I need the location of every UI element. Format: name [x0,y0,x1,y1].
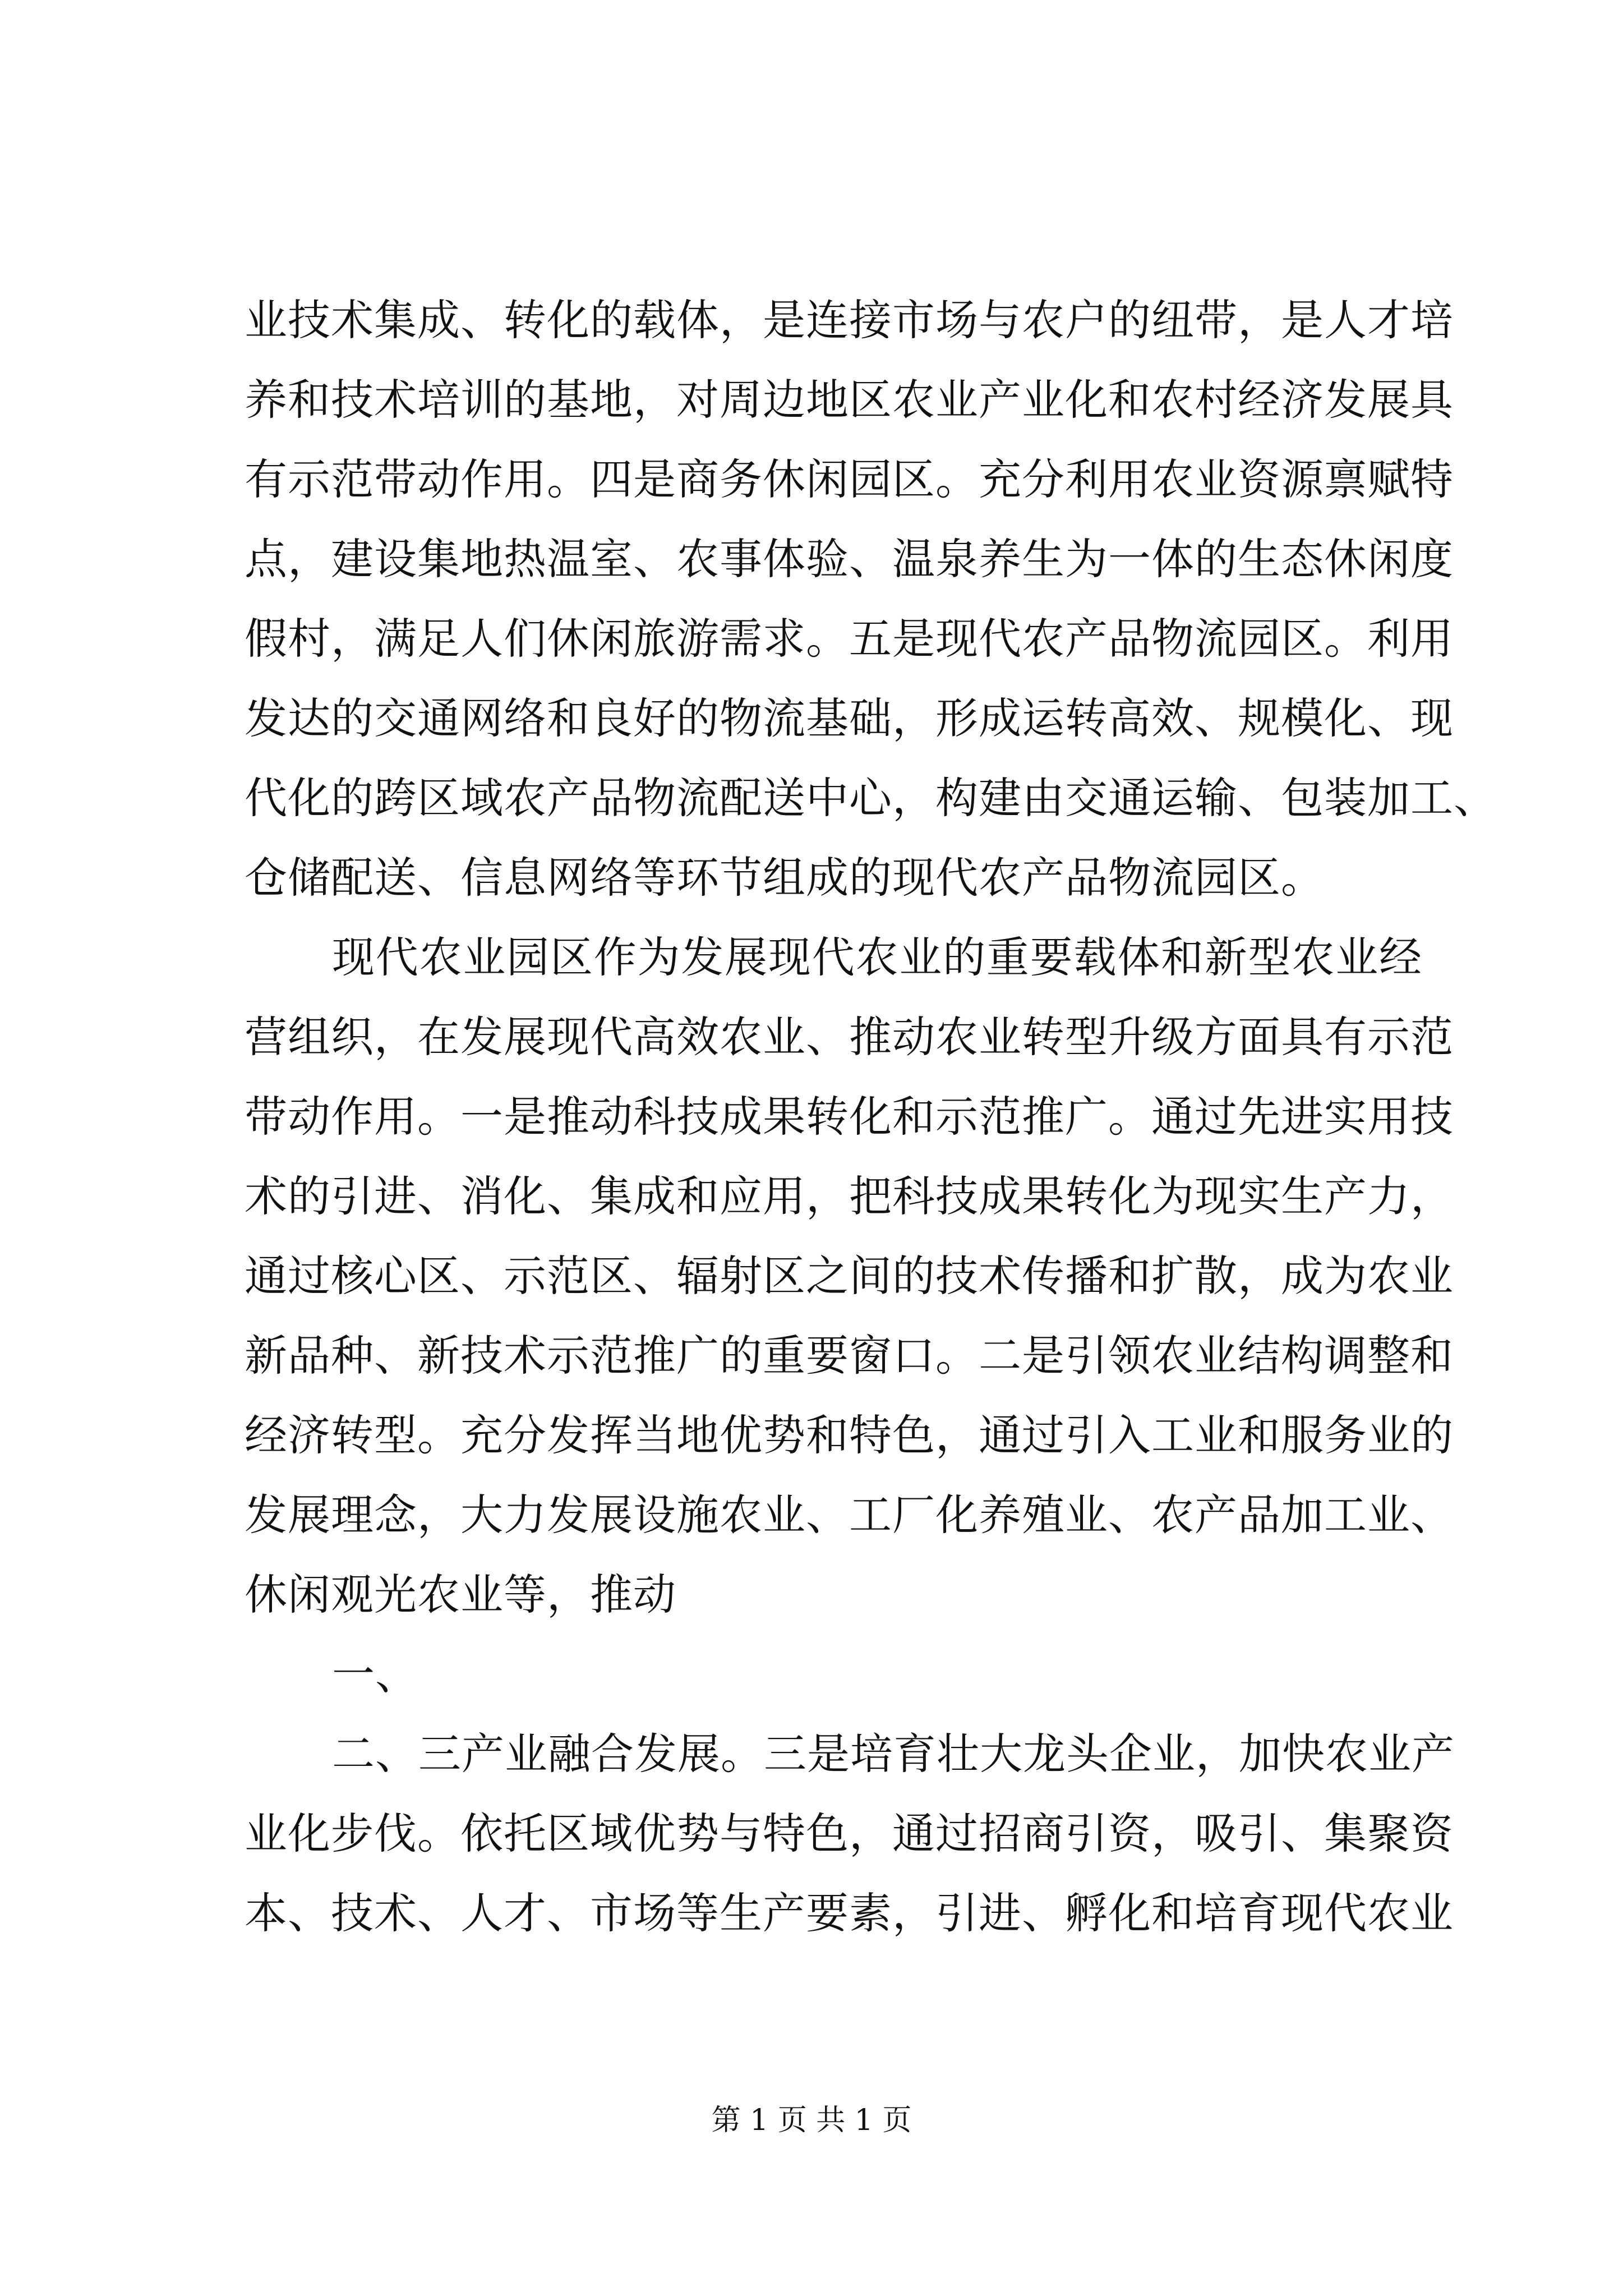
text-line: 仓储配送、信息网络等环节组成的现代农产品物流园区。 [245,853,1324,903]
text-line: 通过核心区、示范区、辐射区之间的技术传播和扩散，成为农业 [245,1251,1454,1301]
text-line: 点，建设集地热温室、农事体验、温泉养生为一体的生态休闲度 [245,534,1454,584]
paragraph-first-line: 二、三产业融合发展。三是培育壮大龙头企业，加快农业产 [332,1729,1455,1779]
text-line: 发达的交通网络和良好的物流基础，形成运转高效、规模化、现 [245,693,1454,743]
text-line: 业化步伐。依托区域优势与特色，通过招商引资，吸引、集聚资 [245,1809,1454,1858]
page-footer [0,2101,1623,2140]
text-line: 术的引进、消化、集成和应用，把科技成果转化为现实生产力， [245,1171,1454,1221]
text-line: 有示范带动作用。四是商务休闲园区。充分利用农业资源禀赋特 [245,454,1454,504]
text-line: 休闲观光农业等，推动 [245,1570,676,1619]
text-line: 代化的跨区域农产品物流配送中心，构建由交通运输、包装加工、 [245,773,1497,823]
text-line: 营组织，在发展现代高效农业、推动农业转型升级方面具有示范 [245,1012,1454,1062]
text-line: 新品种、新技术示范推广的重要窗口。二是引领农业结构调整和 [245,1331,1454,1381]
text-line: 假村，满足人们休闲旅游需求。五是现代农产品物流园区。利用 [245,614,1454,664]
text-line: 经济转型。充分发挥当地优势和特色，通过引入工业和服务业的 [245,1410,1454,1460]
text-line: 本、技术、人才、市场等生产要素，引进、孵化和培育现代农业 [245,1888,1454,1938]
text-line: 发展理念，大力发展设施农业、工厂化养殖业、农产品加工业、 [245,1490,1454,1540]
document-body [245,280,1497,1953]
paragraph-first-line: 一、 [332,1649,418,1699]
text-line: 养和技术培训的基地，对周边地区农业产业化和农村经济发展具 [245,375,1454,425]
text-line: 业技术集成、转化的载体，是连接市场与农户的纽带，是人才培 [245,295,1454,345]
paragraph-first-line: 现代农业园区作为发展现代农业的重要载体和新型农业经 [332,932,1422,982]
page-number-label: 第 1 页 共 1 页 [711,2104,912,2137]
text-line: 带动作用。一是推动科技成果转化和示范推广。通过先进实用技 [245,1092,1454,1142]
